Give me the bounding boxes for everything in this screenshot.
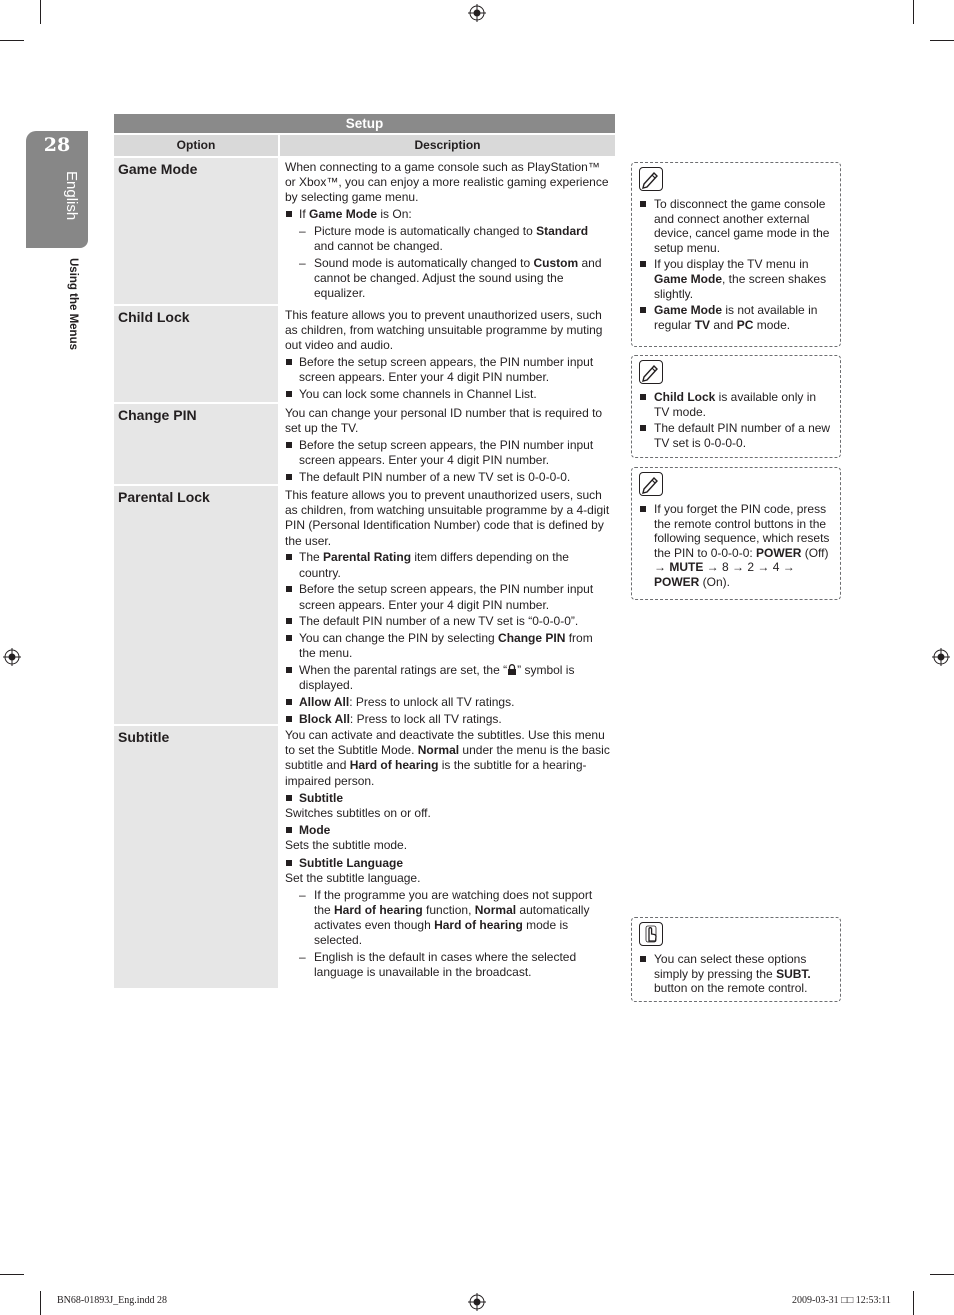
mode-text: Sets the subtitle mode. — [285, 838, 408, 853]
bullet-item: If Game Mode is On: — [285, 207, 611, 222]
note-box-child-lock — [631, 355, 841, 458]
header-option: Option — [114, 135, 278, 156]
dash-item: – Picture mode is automatically changed to Standard and cannot be changed. — [285, 224, 611, 254]
subtitle-language-heading: Subtitle Language — [285, 856, 611, 871]
description-game-mode — [280, 158, 615, 304]
note-pen-icon — [639, 360, 663, 384]
note-bullet: Game Mode is not available in regular TV and PC mode. — [639, 303, 833, 332]
note-pen-icon — [639, 167, 663, 191]
mode-heading: Mode — [285, 823, 611, 838]
table-row — [114, 158, 615, 304]
bullet-item: You can lock some channels in Channel List. — [285, 387, 611, 402]
note-box-pin-reset — [631, 467, 841, 600]
description-intro: This feature allows you to prevent unauthorized users, such as children, from watching unsuitable programme by muting out video and audio. — [285, 308, 603, 353]
crop-mark — [0, 1274, 24, 1275]
description-subtitle — [280, 726, 615, 988]
crop-mark — [930, 1274, 954, 1275]
note-bullet: To disconnect the game console and connect another external device, cancel game mode in the setup menu. — [639, 197, 833, 255]
bullet-item: Before the setup screen appears, the PIN number input screen appears. Enter your 4 digit PIN number. — [285, 582, 611, 612]
description-intro: This feature allows you to prevent unauthorized users, such as children, from watching unsuitable programme by a 4-digit PIN (Personal Identification Number) code that is defined by the user. — [285, 488, 610, 548]
table-row — [114, 486, 615, 724]
dash-item: – English is the default in cases where the selected language is unavailable in the broadcast. — [285, 950, 611, 980]
note-box-subtitle-shortcut — [631, 917, 841, 1002]
remote-hand-icon — [639, 922, 663, 946]
description-change-pin — [280, 404, 615, 484]
footer-file: BN68-01893J_Eng.indd 28 — [57, 1295, 167, 1306]
subtitle-text: Switches subtitles on or off. — [285, 806, 431, 821]
language-label: English — [63, 171, 80, 221]
setup-table — [114, 114, 615, 988]
bullet-item: You can change the PIN by selecting Change PIN from the menu. — [285, 631, 611, 661]
subtitle-heading: Subtitle — [285, 791, 611, 806]
crop-mark — [40, 0, 41, 24]
option-subtitle: Subtitle — [114, 726, 278, 988]
note-pen-icon — [639, 472, 663, 496]
header-description: Description — [280, 135, 615, 156]
note-box-game-mode — [631, 162, 841, 347]
note-bullet: The default PIN number of a new TV set is 0-0-0-0. — [639, 421, 833, 450]
dash-item: – Sound mode is automatically changed to Custom and cannot be changed. Adjust the sound using the equalizer. — [285, 256, 611, 302]
description-intro: You can activate and deactivate the subtitles. Use this menu to set the Subtitle Mode. Normal under the menu is the basic subtitle and Hard of hearing is the subtitle for a hearing-impaired person. — [285, 728, 610, 788]
footer-date: 2009-03-31 □□ 12:53:11 — [792, 1295, 891, 1306]
bullet-item: Before the setup screen appears, the PIN number input screen appears. Enter your 4 digit PIN number. — [285, 355, 611, 385]
bullet-item: The Parental Rating item differs depending on the country. — [285, 550, 611, 580]
bullet-item: When the parental ratings are set, the “ ” symbol is displayed. — [285, 663, 611, 693]
bullet-item: The default PIN number of a new TV set is 0-0-0-0. — [285, 470, 611, 485]
registration-mark-icon — [932, 648, 950, 666]
registration-mark-icon — [3, 648, 21, 666]
registration-mark-icon — [468, 1293, 486, 1311]
note-bullet: Child Lock is available only in TV mode. — [639, 390, 833, 419]
option-change-pin: Change PIN — [114, 404, 278, 484]
dash-item: – If the programme you are watching does not support the Hard of hearing function, Normal automatically activates even though Hard of hearing mode is selected. — [285, 888, 611, 949]
registration-mark-icon — [468, 4, 486, 22]
note-bullet: If you display the TV menu in Game Mode, the screen shakes slightly. — [639, 257, 833, 301]
description-child-lock — [280, 306, 615, 402]
crop-mark — [930, 40, 954, 41]
subtitle-language-text: Set the subtitle language. — [285, 870, 421, 885]
bullet-item: Block All: Press to lock all TV ratings. — [285, 712, 611, 727]
table-row — [114, 726, 615, 988]
description-intro: When connecting to a game console such as PlayStation™ or Xbox™, you can enjoy a more realistic gaming experience by selecting game menu. — [285, 160, 609, 205]
crop-mark — [40, 1291, 41, 1315]
crop-mark — [0, 40, 24, 41]
table-row — [114, 306, 615, 402]
lock-icon — [507, 664, 517, 675]
table-title: Setup — [114, 114, 615, 133]
bullet-item: The default PIN number of a new TV set is “0-0-0-0”. — [285, 614, 611, 629]
option-child-lock: Child Lock — [114, 306, 278, 402]
table-header — [114, 135, 615, 156]
bullet-item: Before the setup screen appears, the PIN number input screen appears. Enter your 4 digit PIN number. — [285, 438, 611, 468]
bullet-item: Allow All: Press to unlock all TV ratings. — [285, 695, 611, 710]
note-bullet: You can select these options simply by pressing the SUBT. button on the remote control. — [639, 952, 833, 996]
description-parental-lock — [280, 486, 615, 724]
option-game-mode: Game Mode — [114, 158, 278, 304]
section-label: Using the Menus — [67, 258, 79, 351]
note-bullet: If you forget the PIN code, press the remote control buttons in the following sequence, which resets the PIN to 0-0-0-0: POWER (Off) → MUTE → 8 → 2 → 4 → POWER (On). — [639, 502, 833, 590]
crop-mark — [913, 0, 914, 24]
crop-mark — [913, 1291, 914, 1315]
description-intro: You can change your personal ID number that is required to set up the TV. — [285, 406, 603, 436]
page-number: 28 — [43, 134, 71, 156]
option-parental-lock: Parental Lock — [114, 486, 278, 724]
table-row — [114, 404, 615, 484]
